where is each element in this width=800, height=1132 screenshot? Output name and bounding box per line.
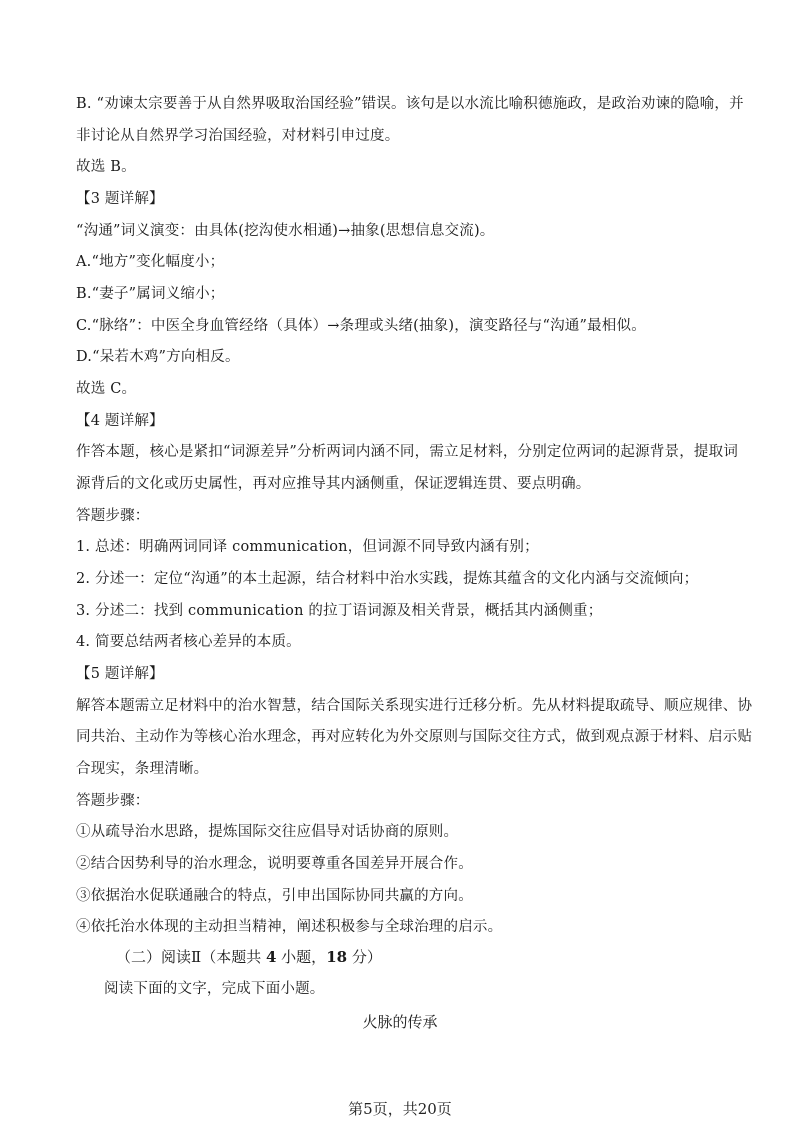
section-suffix: 分） <box>347 948 382 966</box>
option-line: D.“呆若木鸡”方向相反。 <box>76 349 240 365</box>
text-line: 解答本题需立足材料中的治水智慧，结合国际关系现实进行迁移分析。先从材料提取疏导、顺应规律、协 <box>76 698 753 714</box>
step-line: ④依托治水体现的主动担当精神，阐述积极参与全球治理的启示。 <box>76 919 503 935</box>
question-count: 4 <box>265 948 277 966</box>
text-line: 同共治、主动作为等核心治水理念，再对应转化为外交原则与国际交往方式，做到观点源于材料、启示贴 <box>76 729 753 745</box>
passage-title: 火脉的传承 <box>362 1013 438 1031</box>
text-line: 答题步骤： <box>76 508 150 524</box>
text-line: 合现实，条理清晰。 <box>76 761 209 777</box>
section-prefix: （二）阅读Ⅱ（本题共 <box>116 948 266 966</box>
step-line: ③依据治水促联通融合的特点，引申出国际协同共赢的方向。 <box>76 888 473 904</box>
text-line: 故选 C。 <box>76 381 137 397</box>
reading-instruction: 阅读下面的文字，完成下面小题。 <box>104 981 325 997</box>
text-line: “沟通”词义演变：由具体(挖沟使水相通)→抽象(思想信息交流)。 <box>76 223 495 239</box>
section-heading: 【4 题详解】 <box>76 413 164 429</box>
option-line: C.“脉络”：中医全身血管经络（具体）→条理或头绪(抽象)，演变路径与“沟通”最相似。 <box>76 318 646 334</box>
text-line: 源背后的文化或历史属性，再对应推导其内涵侧重，保证逻辑连贯、要点明确。 <box>76 476 591 492</box>
section-heading: 【3 题详解】 <box>76 191 164 207</box>
section-score: 18 <box>326 948 348 966</box>
text-line: 故选 B。 <box>76 159 136 175</box>
text-line: B. “劝谏太宗要善于从自然界吸取治国经验”错误。该句是以水流比喻积德施政，是政治劝谏的隐喻，并 <box>76 96 744 112</box>
step-line: 2. 分述一：定位“沟通”的本土起源，结合材料中治水实践，提炼其蕴含的文化内涵与交流倾向； <box>76 571 699 587</box>
step-line: 1. 总述：明确两词同译 communication，但词源不同导致内涵有别； <box>76 539 539 555</box>
option-line: A.“地方”变化幅度小； <box>76 254 225 270</box>
step-line: 4. 简要总结两者核心差异的本质。 <box>76 634 301 650</box>
text-line: 答题步骤： <box>76 793 150 809</box>
step-line: ①从疏导治水思路，提炼国际交往应倡导对话协商的原则。 <box>76 824 459 840</box>
section-mid: 小题， <box>276 948 327 966</box>
option-line: B.“妻子”属词义缩小； <box>76 286 225 302</box>
text-line: 作答本题，核心是紧扣“词源差异”分析两词内涵不同，需立足材料，分别定位两词的起源背景，提取词 <box>76 444 739 460</box>
step-line: 3. 分述二：找到 communication 的拉丁语词源及相关背景，概括其内涵侧重； <box>76 603 603 619</box>
section-heading: 【5 题详解】 <box>76 666 164 682</box>
reading-section-heading <box>116 947 382 967</box>
text-line: 非讨论从自然界学习治国经验，对材料引申过度。 <box>76 128 400 144</box>
page-footer: 第5页，共20页 <box>348 1100 452 1118</box>
step-line: ②结合因势利导的治水理念，说明要尊重各国差异开展合作。 <box>76 856 473 872</box>
